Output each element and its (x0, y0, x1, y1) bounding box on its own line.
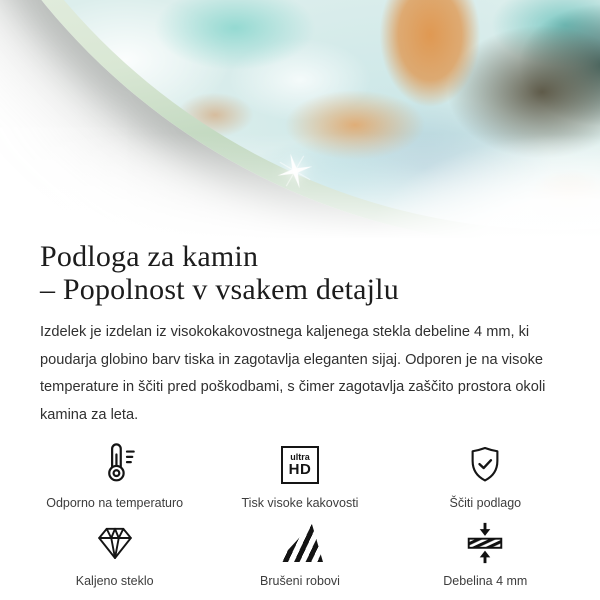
feature-icon-slot (92, 442, 138, 488)
photo-bottom-fade (0, 0, 600, 238)
feature-tempered-glass (22, 520, 207, 588)
product-info-section (0, 238, 600, 429)
page-title-line2: – Popolnost v vsakem detajlu (40, 273, 399, 306)
feature-protects-surface (393, 442, 578, 510)
feature-temperature (22, 442, 207, 510)
feature-thickness (393, 520, 578, 588)
feature-icon-slot (93, 520, 137, 566)
feature-icon-slot (281, 442, 319, 488)
product-description: Izdelek je izdelan iz visokokakovostnega kaljenega stekla debeline 4 mm, ki poudarja globino barv tiska in zagotavlja eleganten sijaj. Odporen je na visoke temperature in ščiti pred poškodbami, s čimer zagotavlja zaščito prostora okoli kamina za leta. (40, 324, 546, 423)
ultra-hd-icon-text-top: ultra (290, 451, 310, 462)
feature-print-quality (207, 442, 392, 510)
feature-label: Ščiti podlago (449, 496, 522, 510)
polished-edges-icon (277, 524, 323, 562)
feature-grid (0, 442, 600, 588)
feature-polished-edges (207, 520, 392, 588)
feature-label: Odporno na temperaturo (46, 496, 184, 510)
ultra-hd-icon (281, 446, 319, 484)
feature-label: Brušeni robovi (260, 574, 340, 588)
page-title (40, 238, 560, 306)
thermometer-icon (92, 442, 138, 488)
feature-icon-slot (463, 442, 507, 488)
thickness-icon (462, 520, 508, 566)
ultra-hd-icon-text-bottom: HD (288, 460, 312, 478)
page-title-line1: Podloga za kamin (40, 240, 259, 273)
feature-label: Kaljeno steklo (75, 574, 154, 588)
shield-check-icon (463, 443, 507, 487)
feature-icon-slot (277, 520, 323, 566)
feature-label: Tisk visoke kakovosti (241, 496, 359, 510)
product-photo (0, 0, 600, 238)
feature-icon-slot (462, 520, 508, 566)
diamond-icon (93, 523, 137, 563)
feature-label: Debelina 4 mm (443, 574, 528, 588)
